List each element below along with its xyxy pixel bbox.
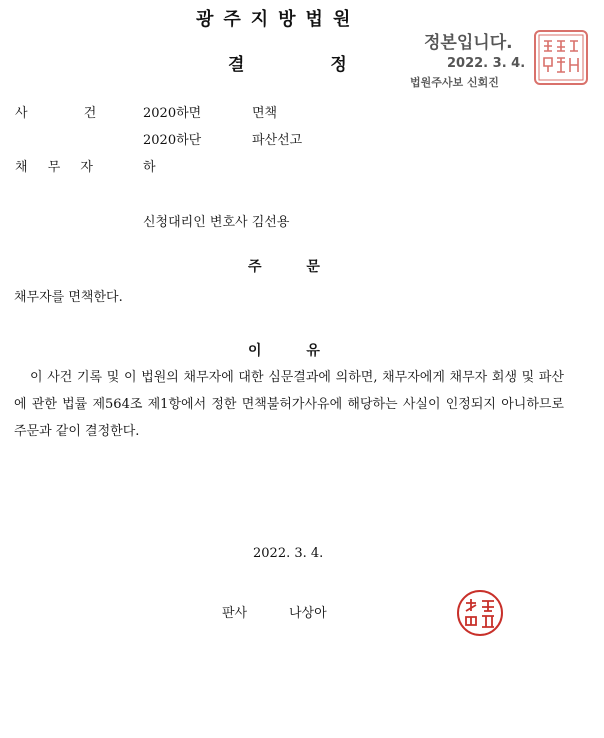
case-type-2: 파산선고 bbox=[252, 133, 303, 148]
decision-date: 2022. 3. 4. bbox=[253, 546, 324, 561]
reason-heading: 이 유 bbox=[248, 343, 320, 359]
case-label: 사 건 bbox=[15, 106, 97, 121]
certification-clerk: 법원주사보 신회진 bbox=[410, 76, 499, 89]
debtor-label: 채 무 자 bbox=[15, 160, 93, 175]
judge-name: 나상아 bbox=[289, 606, 327, 621]
representative: 신청대리인 변호사 김선용 bbox=[143, 215, 290, 230]
certification-title: 정본입니다. bbox=[424, 33, 513, 53]
court-seal-icon bbox=[534, 30, 588, 85]
certification-date: 2022. 3. 4. bbox=[447, 56, 526, 71]
order-heading: 주 문 bbox=[248, 259, 320, 275]
reason-text: 이 사건 기록 및 이 법원의 채무자에 대한 심문결과에 의하면, 채무자에게 채무자 회생 및 파산에 관한 법률 제564조 제1항에서 정한 면책불허가사유에 해당하는 사실이 인정되지 아니하므로 주문과 같이 결정한다. bbox=[14, 370, 564, 439]
judge-title: 판사 bbox=[222, 606, 248, 621]
case-type-1: 면책 bbox=[252, 106, 278, 121]
case-number-2: 2020하단 bbox=[143, 133, 202, 148]
court-name: 광주지방법원 bbox=[196, 9, 361, 30]
order-text: 채무자를 면책한다. bbox=[14, 290, 123, 305]
document-type-title: 결 정 bbox=[228, 55, 347, 75]
debtor-name: 하 bbox=[143, 160, 156, 175]
judge-seal-graphic bbox=[456, 589, 504, 637]
case-number-1: 2020하면 bbox=[143, 106, 202, 121]
judge-seal-icon bbox=[456, 589, 504, 637]
court-seal-graphic bbox=[536, 32, 586, 83]
